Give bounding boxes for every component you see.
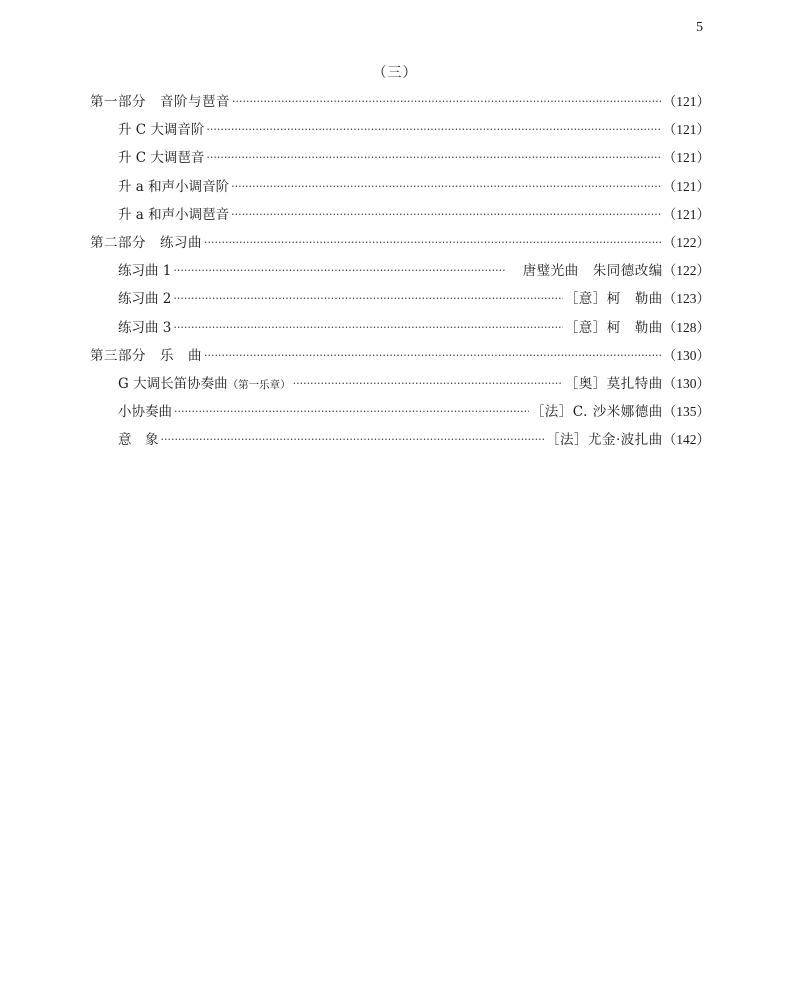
toc-entry-page-number: （135）: [662, 404, 710, 420]
toc-entry[interactable]: [90, 314, 710, 342]
dot-leader: [173, 313, 562, 342]
toc-entry-page-number: （122）: [662, 234, 710, 250]
toc-entry-title: [118, 398, 172, 426]
dot-leader: [231, 200, 661, 229]
toc-entry-title: [118, 144, 204, 172]
toc-entry-page-number: （130）: [662, 375, 710, 391]
toc-entry[interactable]: [90, 257, 710, 285]
dot-leader: [231, 172, 661, 201]
toc-part-entry[interactable]: [90, 342, 710, 370]
dot-leader: [173, 256, 504, 285]
toc-entry-title: [90, 88, 230, 116]
toc-entry-title-text: 练习曲 1: [118, 263, 172, 280]
toc-entry-page-number: （121）: [662, 178, 710, 194]
toc-entry-page-number: （121）: [662, 122, 710, 138]
dot-leader: [293, 369, 563, 398]
toc-entry-title: [118, 285, 171, 313]
toc-entry-page-number: （130）: [662, 347, 710, 363]
toc-entry-page-number: （121）: [662, 94, 710, 109]
toc-entry-title-text: 升 a 和声小调音阶: [118, 178, 230, 195]
toc-entry-page-number: （121）: [662, 206, 710, 222]
dot-leader: [204, 228, 661, 257]
toc-entry-title-text: 第三部分 乐 曲: [90, 347, 202, 364]
toc-entry[interactable]: [90, 426, 710, 454]
toc-entry-composer: ［法］C. 沙米娜德曲: [530, 404, 663, 421]
dot-leader: [173, 284, 562, 313]
toc-part-entry[interactable]: [90, 229, 710, 257]
toc-entry-title: [118, 257, 171, 285]
toc-entry[interactable]: [90, 285, 710, 313]
toc-entry-page-number: （142）: [662, 432, 710, 448]
toc-entry-title-text: 第二部分 练习曲: [90, 234, 202, 251]
dot-leader: [232, 87, 661, 116]
toc-entry-composer: ［奥］莫扎特曲: [564, 375, 663, 392]
toc-entry-composer: ［意］柯 勒曲: [564, 319, 663, 336]
toc-entry-title-text: 第一部分 音阶与琶音: [90, 94, 230, 110]
toc-entry-title-text: G 大调长笛协奏曲: [118, 375, 228, 392]
dot-leader: [204, 341, 661, 370]
toc-entry-title: [118, 116, 204, 144]
toc-entry-title-text: 意 象: [118, 432, 159, 449]
toc-entry[interactable]: [90, 370, 710, 398]
toc-entry-title: [118, 314, 171, 342]
toc-entry-title: [118, 173, 229, 201]
dot-leader: [174, 397, 529, 426]
toc-part-entry[interactable]: [90, 88, 710, 116]
toc-entry-title: [118, 426, 159, 454]
toc-entry-title: [90, 342, 202, 370]
page-number: 5: [696, 20, 703, 35]
toc-entry-composer: ［法］尤金·波扎曲: [545, 432, 663, 449]
toc-entry-title-text: 练习曲 2: [118, 291, 172, 308]
toc-entry-page-number: （122）: [662, 263, 710, 279]
dot-leader: [206, 143, 660, 172]
toc-entry-title: [90, 229, 202, 257]
toc-entry-title-text: 升 C 大调音阶: [118, 122, 205, 139]
dot-leader: [206, 115, 660, 144]
toc-entry-title-text: 练习曲 3: [118, 319, 172, 336]
toc-entry-title-text: 升 C 大调琶音: [118, 150, 205, 167]
toc-entry[interactable]: [90, 201, 710, 229]
toc-entry[interactable]: [90, 173, 710, 201]
toc-entry-composer: 唐璧光曲 朱同德改编: [522, 263, 663, 280]
toc-entry-title: [118, 370, 291, 399]
toc-entry-page-number: （123）: [662, 291, 710, 307]
toc-entry-title: [118, 201, 229, 229]
toc-entry[interactable]: [90, 116, 710, 144]
toc-entry-title-text: 小协奏曲: [118, 404, 172, 421]
toc-entry-page-number: （128）: [662, 319, 710, 335]
toc-entry-page-number: （121）: [662, 150, 710, 166]
section-title: （三）: [372, 65, 418, 81]
toc-entry[interactable]: [90, 144, 710, 172]
dot-leader: [161, 425, 544, 454]
toc-entry-composer: ［意］柯 勒曲: [564, 291, 663, 308]
table-of-contents: [90, 88, 710, 454]
toc-entry[interactable]: [90, 398, 710, 426]
toc-entry-title-text: 升 a 和声小调琶音: [118, 206, 230, 223]
toc-entry-subtitle: （第一乐章）: [227, 378, 291, 391]
